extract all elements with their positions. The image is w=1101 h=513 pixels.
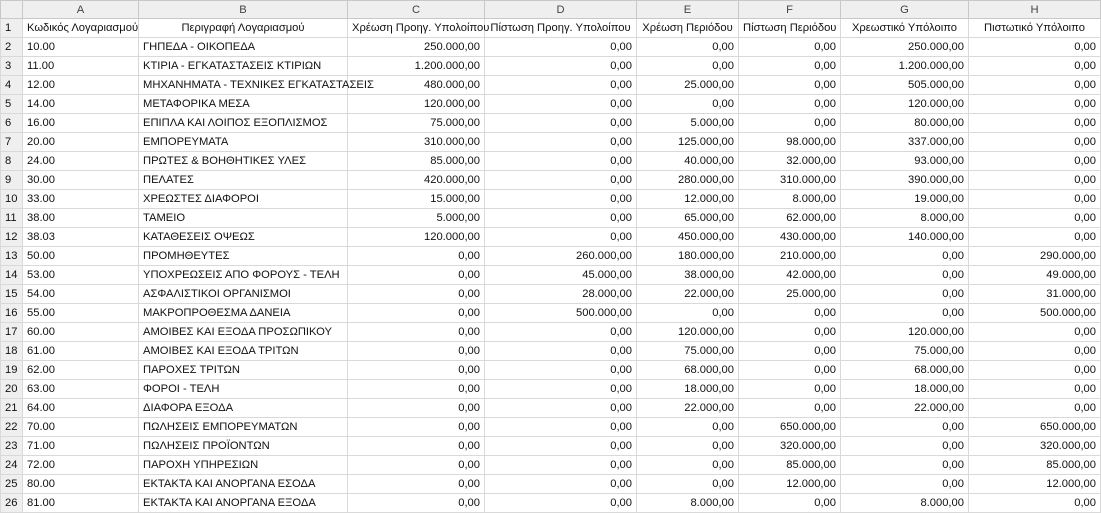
cell-debit-balance[interactable]: 8.000,00 (841, 209, 969, 228)
cell-credit-balance[interactable]: 0,00 (969, 342, 1101, 361)
cell-period-credit[interactable]: 42.000,00 (739, 266, 841, 285)
cell-account-code[interactable]: 81.00 (23, 494, 139, 513)
cell-period-debit[interactable]: 0,00 (637, 456, 739, 475)
table-header-row (1, 19, 1101, 38)
cell-prev-debit[interactable]: 0,00 (348, 475, 485, 494)
cell-debit-balance[interactable]: 140.000,00 (841, 228, 969, 247)
column-header-row (1, 1, 1101, 19)
cell-period-credit[interactable]: 0,00 (739, 114, 841, 133)
table-row (1, 247, 1101, 266)
cell-period-credit[interactable]: 0,00 (739, 399, 841, 418)
cell-period-credit[interactable]: 650.000,00 (739, 418, 841, 437)
cell-account-description[interactable]: ΚΑΤΑΘΕΣΕΙΣ ΟΨΕΩΣ (139, 228, 348, 247)
cell-account-description[interactable]: ΕΚΤΑΚΤΑ ΚΑΙ ΑΝΟΡΓΑΝΑ ΕΣΟΔΑ (139, 475, 348, 494)
cell-period-debit[interactable]: 22.000,00 (637, 285, 739, 304)
cell-account-description[interactable]: ΤΑΜΕΙΟ (139, 209, 348, 228)
cell-period-credit[interactable]: 0,00 (739, 95, 841, 114)
table-row (1, 152, 1101, 171)
cell-period-debit[interactable]: 40.000,00 (637, 152, 739, 171)
cell-header-account-code[interactable]: Κωδικός Λογαριασμού (23, 19, 139, 38)
cell-prev-credit[interactable]: 0,00 (485, 418, 637, 437)
cell-prev-debit[interactable]: 5.000,00 (348, 209, 485, 228)
cell-account-description[interactable]: ΚΤΙΡΙΑ - ΕΓΚΑΤΑΣΤΑΣΕΙΣ ΚΤΙΡΙΩΝ (139, 57, 348, 76)
cell-debit-balance[interactable]: 75.000,00 (841, 342, 969, 361)
cell-period-debit[interactable]: 0,00 (637, 437, 739, 456)
cell-account-code[interactable]: 71.00 (23, 437, 139, 456)
row-number[interactable]: 8 (1, 152, 23, 171)
cell-period-debit[interactable]: 120.000,00 (637, 323, 739, 342)
cell-prev-credit[interactable]: 0,00 (485, 380, 637, 399)
cell-debit-balance[interactable]: 0,00 (841, 437, 969, 456)
cell-credit-balance[interactable]: 0,00 (969, 494, 1101, 513)
cell-period-debit[interactable]: 38.000,00 (637, 266, 739, 285)
column-header-d[interactable]: D (485, 1, 637, 19)
table-row (1, 133, 1101, 152)
cell-period-credit[interactable]: 85.000,00 (739, 456, 841, 475)
row-number[interactable]: 25 (1, 475, 23, 494)
row-number[interactable]: 18 (1, 342, 23, 361)
cell-account-description[interactable]: ΑΣΦΑΛΙΣΤΙΚΟΙ ΟΡΓΑΝΙΣΜΟΙ (139, 285, 348, 304)
cell-account-code[interactable]: 12.00 (23, 76, 139, 95)
cell-period-debit[interactable]: 125.000,00 (637, 133, 739, 152)
table-row (1, 304, 1101, 323)
cell-prev-credit[interactable]: 45.000,00 (485, 266, 637, 285)
cell-prev-credit[interactable]: 0,00 (485, 399, 637, 418)
cell-account-code[interactable]: 64.00 (23, 399, 139, 418)
cell-account-code[interactable]: 80.00 (23, 475, 139, 494)
cell-period-debit[interactable]: 22.000,00 (637, 399, 739, 418)
row-number[interactable]: 22 (1, 418, 23, 437)
cell-period-debit[interactable]: 68.000,00 (637, 361, 739, 380)
cell-prev-credit[interactable]: 0,00 (485, 342, 637, 361)
cell-header-period-debit[interactable]: Χρέωση Περιόδου (637, 19, 739, 38)
cell-prev-credit[interactable]: 0,00 (485, 114, 637, 133)
cell-period-credit[interactable]: 0,00 (739, 342, 841, 361)
row-number[interactable]: 19 (1, 361, 23, 380)
table-row (1, 57, 1101, 76)
cell-debit-balance[interactable]: 0,00 (841, 418, 969, 437)
cell-period-debit[interactable]: 18.000,00 (637, 380, 739, 399)
cell-period-debit[interactable]: 0,00 (637, 475, 739, 494)
row-number[interactable]: 16 (1, 304, 23, 323)
table-row (1, 475, 1101, 494)
cell-period-credit[interactable]: 25.000,00 (739, 285, 841, 304)
cell-debit-balance[interactable]: 120.000,00 (841, 323, 969, 342)
cell-account-code[interactable]: 62.00 (23, 361, 139, 380)
table-row (1, 266, 1101, 285)
cell-prev-credit[interactable]: 0,00 (485, 456, 637, 475)
cell-period-debit[interactable]: 5.000,00 (637, 114, 739, 133)
column-header-c[interactable]: C (348, 1, 485, 19)
cell-account-description[interactable]: ΥΠΟΧΡΕΩΣΕΙΣ ΑΠΟ ΦΟΡΟΥΣ - ΤΕΛΗ (139, 266, 348, 285)
cell-debit-balance[interactable]: 22.000,00 (841, 399, 969, 418)
cell-account-description[interactable]: ΜΗΧΑΝΗΜΑΤΑ - ΤΕΧΝΙΚΕΣ ΕΓΚΑΤΑΣΤΑΣΕΙΣ (139, 76, 348, 95)
cell-credit-balance[interactable]: 650.000,00 (969, 418, 1101, 437)
cell-period-debit[interactable]: 25.000,00 (637, 76, 739, 95)
cell-credit-balance[interactable]: 0,00 (969, 133, 1101, 152)
cell-prev-credit[interactable]: 0,00 (485, 209, 637, 228)
cell-prev-credit[interactable]: 0,00 (485, 57, 637, 76)
cell-account-code[interactable]: 54.00 (23, 285, 139, 304)
column-header-h[interactable]: H (969, 1, 1101, 19)
cell-credit-balance[interactable]: 0,00 (969, 95, 1101, 114)
cell-debit-balance[interactable]: 80.000,00 (841, 114, 969, 133)
cell-prev-credit[interactable]: 0,00 (485, 437, 637, 456)
cell-header-account-description[interactable]: Περιγραφή Λογαριασμού (139, 19, 348, 38)
table-row (1, 114, 1101, 133)
cell-account-description[interactable]: ΠΩΛΗΣΕΙΣ ΕΜΠΟΡΕΥΜΑΤΩΝ (139, 418, 348, 437)
cell-credit-balance[interactable]: 0,00 (969, 399, 1101, 418)
cell-period-credit[interactable]: 320.000,00 (739, 437, 841, 456)
table-row (1, 209, 1101, 228)
cell-account-code[interactable]: 60.00 (23, 323, 139, 342)
cell-prev-debit[interactable]: 250.000,00 (348, 38, 485, 57)
cell-account-description[interactable]: ΠΡΟΜΗΘΕΥΤΕΣ (139, 247, 348, 266)
row-number[interactable]: 14 (1, 266, 23, 285)
cell-debit-balance[interactable]: 0,00 (841, 456, 969, 475)
row-number[interactable]: 17 (1, 323, 23, 342)
row-number[interactable]: 6 (1, 114, 23, 133)
cell-prev-credit[interactable]: 28.000,00 (485, 285, 637, 304)
cell-credit-balance[interactable]: 0,00 (969, 380, 1101, 399)
cell-prev-debit[interactable]: 0,00 (348, 266, 485, 285)
cell-prev-debit[interactable]: 310.000,00 (348, 133, 485, 152)
cell-header-credit-balance[interactable]: Πιστωτικό Υπόλοιπο (969, 19, 1101, 38)
row-number[interactable]: 7 (1, 133, 23, 152)
cell-prev-debit[interactable]: 15.000,00 (348, 190, 485, 209)
cell-account-description[interactable]: ΠΕΛΑΤΕΣ (139, 171, 348, 190)
row-number[interactable]: 4 (1, 76, 23, 95)
row-number[interactable]: 12 (1, 228, 23, 247)
cell-prev-debit[interactable]: 0,00 (348, 456, 485, 475)
cell-account-code[interactable]: 38.03 (23, 228, 139, 247)
cell-period-debit[interactable]: 12.000,00 (637, 190, 739, 209)
cell-period-debit[interactable]: 0,00 (637, 57, 739, 76)
table-row (1, 190, 1101, 209)
table-row (1, 323, 1101, 342)
cell-debit-balance[interactable]: 19.000,00 (841, 190, 969, 209)
cell-prev-credit[interactable]: 0,00 (485, 76, 637, 95)
cell-account-description[interactable]: ΜΕΤΑΦΟΡΙΚΑ ΜΕΣΑ (139, 95, 348, 114)
cell-debit-balance[interactable]: 93.000,00 (841, 152, 969, 171)
cell-prev-credit[interactable]: 0,00 (485, 95, 637, 114)
table-row (1, 285, 1101, 304)
cell-prev-debit[interactable]: 0,00 (348, 247, 485, 266)
cell-prev-debit[interactable]: 0,00 (348, 285, 485, 304)
cell-account-code[interactable]: 33.00 (23, 190, 139, 209)
cell-prev-credit[interactable]: 0,00 (485, 171, 637, 190)
table-row (1, 361, 1101, 380)
cell-prev-debit[interactable]: 0,00 (348, 361, 485, 380)
cell-period-credit[interactable]: 210.000,00 (739, 247, 841, 266)
cell-prev-credit[interactable]: 0,00 (485, 190, 637, 209)
cell-period-credit[interactable]: 12.000,00 (739, 475, 841, 494)
cell-debit-balance[interactable]: 1.200.000,00 (841, 57, 969, 76)
cell-header-prev-credit[interactable]: Πίστωση Προηγ. Υπολοίπου (485, 19, 637, 38)
cell-prev-credit[interactable]: 0,00 (485, 152, 637, 171)
cell-period-credit[interactable]: 0,00 (739, 494, 841, 513)
table-row (1, 228, 1101, 247)
cell-prev-debit[interactable]: 0,00 (348, 323, 485, 342)
cell-period-debit[interactable]: 0,00 (637, 38, 739, 57)
cell-period-credit[interactable]: 0,00 (739, 323, 841, 342)
cell-debit-balance[interactable]: 18.000,00 (841, 380, 969, 399)
column-header-b[interactable]: B (139, 1, 348, 19)
cell-account-code[interactable]: 10.00 (23, 38, 139, 57)
cell-credit-balance[interactable]: 0,00 (969, 152, 1101, 171)
cell-account-code[interactable]: 63.00 (23, 380, 139, 399)
cell-credit-balance[interactable]: 85.000,00 (969, 456, 1101, 475)
table-row (1, 171, 1101, 190)
cell-debit-balance[interactable]: 0,00 (841, 285, 969, 304)
cell-credit-balance[interactable]: 0,00 (969, 361, 1101, 380)
cell-period-debit[interactable]: 180.000,00 (637, 247, 739, 266)
cell-period-credit[interactable]: 0,00 (739, 361, 841, 380)
cell-credit-balance[interactable]: 290.000,00 (969, 247, 1101, 266)
table-row (1, 418, 1101, 437)
cell-period-credit[interactable]: 0,00 (739, 57, 841, 76)
row-number[interactable]: 11 (1, 209, 23, 228)
cell-account-description[interactable]: ΑΜΟΙΒΕΣ ΚΑΙ ΕΞΟΔΑ ΠΡΟΣΩΠΙΚΟΥ (139, 323, 348, 342)
cell-debit-balance[interactable]: 0,00 (841, 247, 969, 266)
cell-prev-debit[interactable]: 420.000,00 (348, 171, 485, 190)
cell-debit-balance[interactable]: 8.000,00 (841, 494, 969, 513)
cell-account-description[interactable]: ΕΠΙΠΛΑ ΚΑΙ ΛΟΙΠΟΣ ΕΞΟΠΛΙΣΜΟΣ (139, 114, 348, 133)
cell-period-credit[interactable]: 0,00 (739, 38, 841, 57)
table-row (1, 76, 1101, 95)
cell-credit-balance[interactable]: 500.000,00 (969, 304, 1101, 323)
cell-prev-credit[interactable]: 0,00 (485, 323, 637, 342)
cell-period-credit[interactable]: 310.000,00 (739, 171, 841, 190)
cell-prev-debit[interactable]: 75.000,00 (348, 114, 485, 133)
table-row (1, 95, 1101, 114)
cell-account-code[interactable]: 72.00 (23, 456, 139, 475)
cell-prev-credit[interactable]: 0,00 (485, 38, 637, 57)
cell-account-code[interactable]: 50.00 (23, 247, 139, 266)
cell-credit-balance[interactable]: 320.000,00 (969, 437, 1101, 456)
cell-credit-balance[interactable]: 0,00 (969, 190, 1101, 209)
table-row (1, 380, 1101, 399)
cell-prev-debit[interactable]: 120.000,00 (348, 228, 485, 247)
cell-account-code[interactable]: 53.00 (23, 266, 139, 285)
cell-account-description[interactable]: ΠΑΡΟΧΕΣ ΤΡΙΤΩΝ (139, 361, 348, 380)
cell-header-debit-balance[interactable]: Χρεωστικό Υπόλοιπο (841, 19, 969, 38)
cell-debit-balance[interactable]: 0,00 (841, 304, 969, 323)
cell-account-description[interactable]: ΔΙΑΦΟΡΑ ΕΞΟΔΑ (139, 399, 348, 418)
row-number[interactable]: 5 (1, 95, 23, 114)
cell-debit-balance[interactable]: 120.000,00 (841, 95, 969, 114)
cell-account-code[interactable]: 16.00 (23, 114, 139, 133)
cell-period-debit[interactable]: 450.000,00 (637, 228, 739, 247)
cell-prev-debit[interactable]: 0,00 (348, 437, 485, 456)
column-header-f[interactable]: F (739, 1, 841, 19)
cell-account-description[interactable]: ΕΚΤΑΚΤΑ ΚΑΙ ΑΝΟΡΓΑΝΑ ΕΞΟΔΑ (139, 494, 348, 513)
cell-account-code[interactable]: 38.00 (23, 209, 139, 228)
cell-account-code[interactable]: 24.00 (23, 152, 139, 171)
table-row (1, 456, 1101, 475)
cell-account-description[interactable]: ΧΡΕΩΣΤΕΣ ΔΙΑΦΟΡΟΙ (139, 190, 348, 209)
cell-account-code[interactable]: 11.00 (23, 57, 139, 76)
cell-account-description[interactable]: ΠΡΩΤΕΣ & ΒΟΗΘΗΤΙΚΕΣ ΥΛΕΣ (139, 152, 348, 171)
cell-account-code[interactable]: 20.00 (23, 133, 139, 152)
cell-credit-balance[interactable]: 49.000,00 (969, 266, 1101, 285)
row-number[interactable]: 23 (1, 437, 23, 456)
cell-credit-balance[interactable]: 0,00 (969, 228, 1101, 247)
cell-prev-debit[interactable]: 0,00 (348, 494, 485, 513)
cell-period-credit[interactable]: 32.000,00 (739, 152, 841, 171)
table-row (1, 437, 1101, 456)
column-header-e[interactable]: E (637, 1, 739, 19)
cell-prev-credit[interactable]: 0,00 (485, 361, 637, 380)
cell-debit-balance[interactable]: 0,00 (841, 266, 969, 285)
cell-period-credit[interactable]: 62.000,00 (739, 209, 841, 228)
cell-prev-credit[interactable]: 260.000,00 (485, 247, 637, 266)
cell-period-credit[interactable]: 0,00 (739, 304, 841, 323)
cell-account-code[interactable]: 70.00 (23, 418, 139, 437)
cell-prev-credit[interactable]: 0,00 (485, 228, 637, 247)
cell-header-prev-debit[interactable]: Χρέωση Προηγ. Υπολοίπου (348, 19, 485, 38)
cell-period-debit[interactable]: 280.000,00 (637, 171, 739, 190)
cell-debit-balance[interactable]: 505.000,00 (841, 76, 969, 95)
cell-period-credit[interactable]: 0,00 (739, 76, 841, 95)
cell-debit-balance[interactable]: 0,00 (841, 475, 969, 494)
cell-account-description[interactable]: ΠΑΡΟΧΗ ΥΠΗΡΕΣΙΩΝ (139, 456, 348, 475)
row-number[interactable]: 24 (1, 456, 23, 475)
cell-period-credit[interactable]: 8.000,00 (739, 190, 841, 209)
cell-period-debit[interactable]: 65.000,00 (637, 209, 739, 228)
cell-debit-balance[interactable]: 250.000,00 (841, 38, 969, 57)
cell-credit-balance[interactable]: 0,00 (969, 38, 1101, 57)
cell-prev-debit[interactable]: 0,00 (348, 342, 485, 361)
cell-credit-balance[interactable]: 0,00 (969, 57, 1101, 76)
row-number[interactable]: 2 (1, 38, 23, 57)
cell-prev-credit[interactable]: 0,00 (485, 133, 637, 152)
cell-account-description[interactable]: ΠΩΛΗΣΕΙΣ ΠΡΟΪΟΝΤΩΝ (139, 437, 348, 456)
cell-period-debit[interactable]: 0,00 (637, 304, 739, 323)
cell-period-credit[interactable]: 430.000,00 (739, 228, 841, 247)
cell-account-description[interactable]: ΑΜΟΙΒΕΣ ΚΑΙ ΕΞΟΔΑ ΤΡΙΤΩΝ (139, 342, 348, 361)
cell-prev-debit[interactable]: 0,00 (348, 380, 485, 399)
cell-account-description[interactable]: ΦΟΡΟΙ - ΤΕΛΗ (139, 380, 348, 399)
cell-prev-credit[interactable]: 0,00 (485, 494, 637, 513)
cell-credit-balance[interactable]: 0,00 (969, 76, 1101, 95)
cell-debit-balance[interactable]: 337.000,00 (841, 133, 969, 152)
cell-prev-debit[interactable]: 480.000,00 (348, 76, 485, 95)
cell-period-credit[interactable]: 0,00 (739, 380, 841, 399)
table-row (1, 494, 1101, 513)
cell-period-credit[interactable]: 98.000,00 (739, 133, 841, 152)
row-number[interactable]: 26 (1, 494, 23, 513)
row-number[interactable]: 10 (1, 190, 23, 209)
cell-account-code[interactable]: 55.00 (23, 304, 139, 323)
cell-period-debit[interactable]: 8.000,00 (637, 494, 739, 513)
row-number[interactable]: 9 (1, 171, 23, 190)
row-number[interactable]: 3 (1, 57, 23, 76)
row-number[interactable]: 1 (1, 19, 23, 38)
row-number[interactable]: 20 (1, 380, 23, 399)
cell-prev-debit[interactable]: 85.000,00 (348, 152, 485, 171)
cell-account-code[interactable]: 30.00 (23, 171, 139, 190)
cell-period-debit[interactable]: 0,00 (637, 418, 739, 437)
cell-credit-balance[interactable]: 0,00 (969, 114, 1101, 133)
cell-prev-debit[interactable]: 0,00 (348, 399, 485, 418)
table-row (1, 38, 1101, 57)
row-number[interactable]: 13 (1, 247, 23, 266)
cell-debit-balance[interactable]: 390.000,00 (841, 171, 969, 190)
row-number[interactable]: 21 (1, 399, 23, 418)
cell-account-code[interactable]: 14.00 (23, 95, 139, 114)
cell-header-period-credit[interactable]: Πίστωση Περιόδου (739, 19, 841, 38)
cell-credit-balance[interactable]: 0,00 (969, 209, 1101, 228)
table-row (1, 399, 1101, 418)
cell-account-description[interactable]: ΕΜΠΟΡΕΥΜΑΤΑ (139, 133, 348, 152)
cell-period-debit[interactable]: 75.000,00 (637, 342, 739, 361)
cell-credit-balance[interactable]: 0,00 (969, 171, 1101, 190)
column-header-g[interactable]: G (841, 1, 969, 19)
cell-prev-debit[interactable]: 0,00 (348, 304, 485, 323)
cell-prev-debit[interactable]: 120.000,00 (348, 95, 485, 114)
cell-credit-balance[interactable]: 31.000,00 (969, 285, 1101, 304)
cell-prev-debit[interactable]: 1.200.000,00 (348, 57, 485, 76)
cell-period-debit[interactable]: 0,00 (637, 95, 739, 114)
table-row (1, 342, 1101, 361)
cell-credit-balance[interactable]: 12.000,00 (969, 475, 1101, 494)
cell-prev-credit[interactable]: 0,00 (485, 475, 637, 494)
cell-account-code[interactable]: 61.00 (23, 342, 139, 361)
cell-account-description[interactable]: ΜΑΚΡΟΠΡΟΘΕΣΜΑ ΔΑΝΕΙΑ (139, 304, 348, 323)
row-number[interactable]: 15 (1, 285, 23, 304)
cell-credit-balance[interactable]: 0,00 (969, 323, 1101, 342)
cell-prev-debit[interactable]: 0,00 (348, 418, 485, 437)
column-header-a[interactable]: A (23, 1, 139, 19)
cell-account-description[interactable]: ΓΗΠΕΔΑ - ΟΙΚΟΠΕΔΑ (139, 38, 348, 57)
cell-debit-balance[interactable]: 68.000,00 (841, 361, 969, 380)
select-all-corner[interactable] (1, 1, 23, 19)
cell-prev-credit[interactable]: 500.000,00 (485, 304, 637, 323)
